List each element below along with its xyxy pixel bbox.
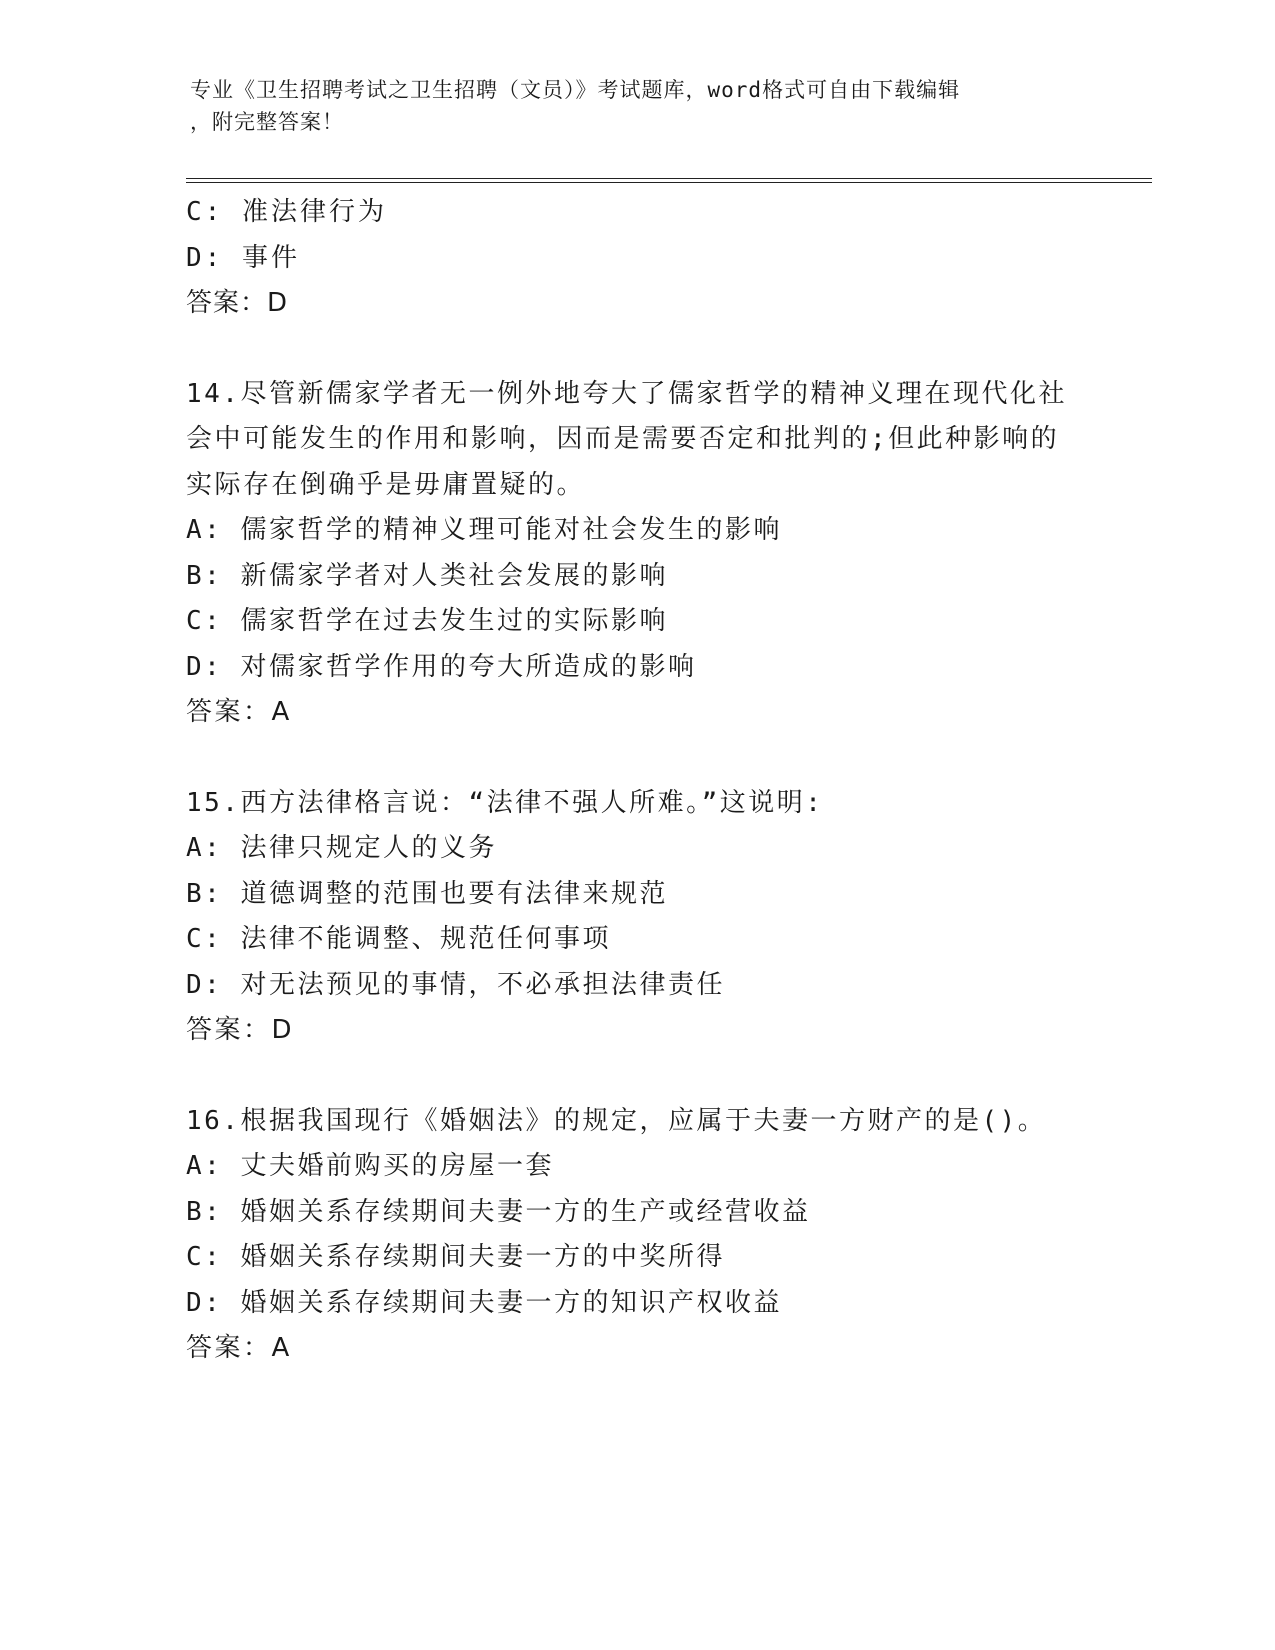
question-stem-line: 16.根据我国现行《婚姻法》的规定，应属于夫妻一方财产的是()。 — [186, 1105, 1047, 1136]
answer-line: 答案：A — [186, 697, 292, 727]
question-stem-line: 会中可能发生的作用和影响，因而是需要否定和批判的;但此种影响的 — [186, 424, 1060, 454]
header-divider-bottom — [186, 182, 1152, 183]
option-a: A: 丈夫婚前购买的房屋一套 — [186, 1151, 554, 1181]
option-a: A: 儒家哲学的精神义理可能对社会发生的影响 — [186, 515, 782, 545]
header-line-1: 专业《卫生招聘考试之卫生招聘（文员）》考试题库，word格式可自由下载编辑 — [190, 78, 961, 102]
option-d: D: 对无法预见的事情，不必承担法律责任 — [186, 969, 725, 1000]
question-15 — [186, 781, 1086, 1054]
option-a: A: 法律只规定人的义务 — [186, 833, 497, 863]
carry-over-question — [186, 190, 1086, 327]
option-c: C: 准法律行为 — [186, 197, 387, 227]
option-b: B: 道德调整的范围也要有法律来规范 — [186, 878, 668, 909]
option-c: C: 婚姻关系存续期间夫妻一方的中奖所得 — [186, 1242, 725, 1272]
answer-line: 答案：D — [186, 1015, 295, 1045]
question-16 — [186, 1099, 1086, 1372]
question-stem-line: 实际存在倒确乎是毋庸置疑的。 — [186, 469, 586, 500]
answer-line: 答案：D — [186, 288, 289, 318]
option-c: C: 法律不能调整、规范任何事项 — [186, 924, 611, 954]
option-d: D: 婚姻关系存续期间夫妻一方的知识产权收益 — [186, 1287, 782, 1318]
question-stem-line: 14.尽管新儒家学者无一例外地夸大了儒家哲学的精神义理在现代化社 — [186, 378, 1067, 409]
header-divider-top — [186, 178, 1152, 179]
question-14 — [186, 372, 1086, 736]
option-c: C: 儒家哲学在过去发生过的实际影响 — [186, 606, 668, 636]
question-list — [186, 190, 1086, 1372]
question-stem-line: 15.西方法律格言说：“法律不强人所难。”这说明: — [186, 787, 824, 818]
option-d: D: 事件 — [186, 242, 300, 273]
answer-line: 答案：A — [186, 1333, 292, 1363]
option-b: B: 婚姻关系存续期间夫妻一方的生产或经营收益 — [186, 1196, 811, 1227]
option-b: B: 新儒家学者对人类社会发展的影响 — [186, 560, 668, 591]
header-line-2: ，附完整答案！ — [190, 110, 344, 134]
option-d: D: 对儒家哲学作用的夸大所造成的影响 — [186, 651, 697, 682]
document-header — [190, 74, 1070, 138]
